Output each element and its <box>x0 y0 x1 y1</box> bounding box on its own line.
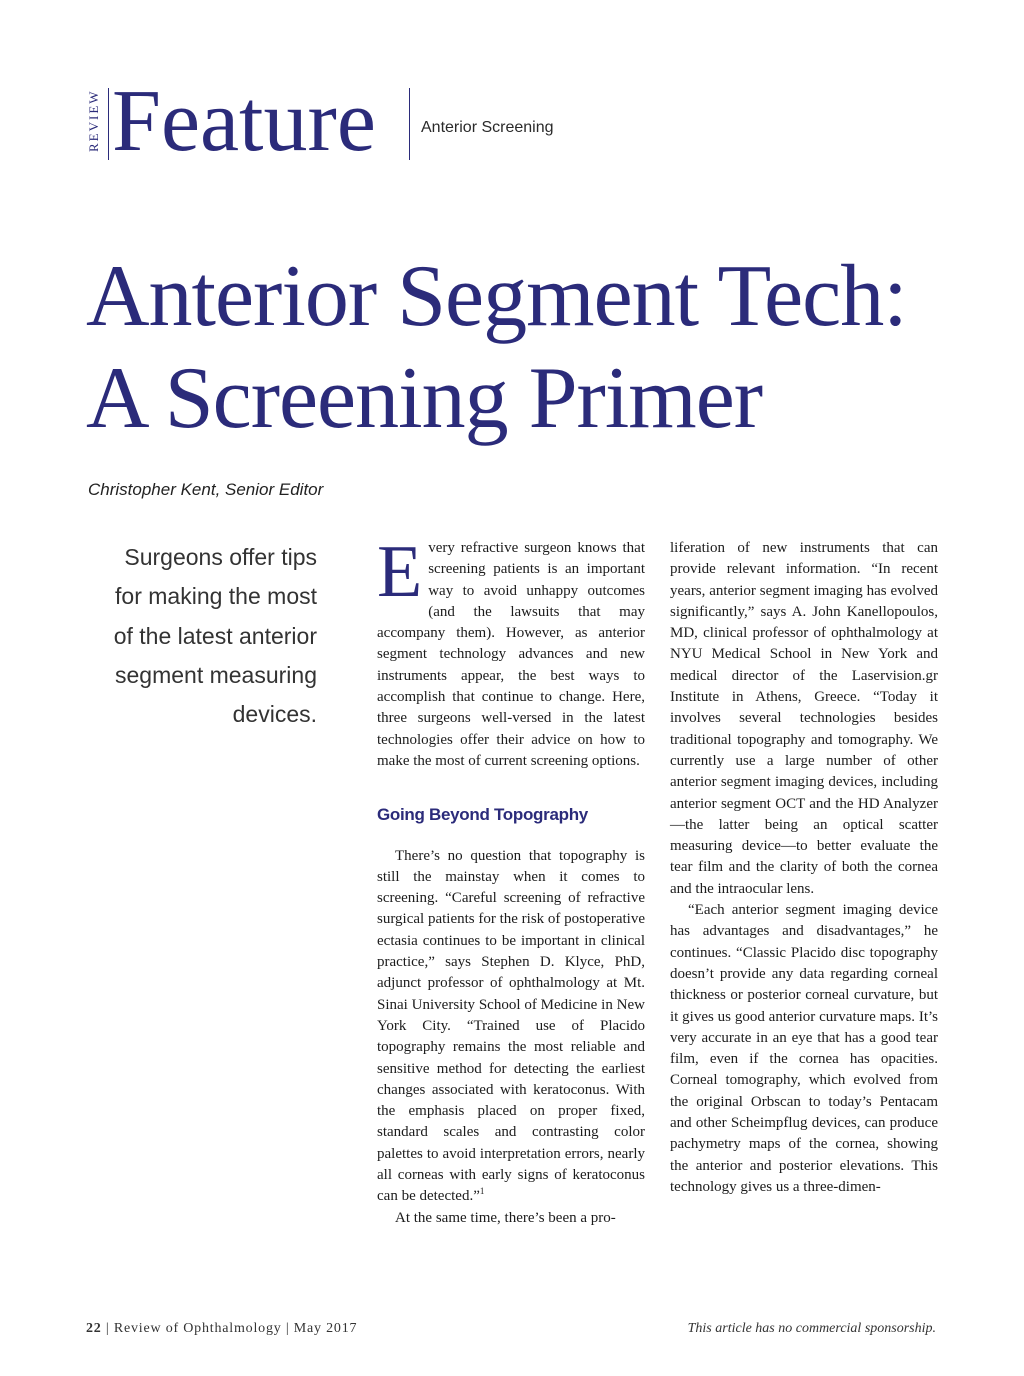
header-divider-right <box>409 88 410 160</box>
issue-date: May 2017 <box>293 1321 358 1336</box>
body-paragraph <box>377 846 645 1208</box>
article-title <box>86 246 986 450</box>
article-title-line2: A Screening Primer <box>86 350 763 447</box>
intro-paragraph <box>377 531 645 772</box>
magazine-tag: REVIEW <box>86 89 101 153</box>
body-paragraph: “Each anterior segment imaging device has advantages and disadvantages,” he continues. “Classic Placido disc topography doesn’t provide any data regarding corneal thickness or posterior corneal curvature, but it gives us good anterior curvature maps. It’s very accurate in an eye that has a good tear film, even if the cornea has opacities. Corneal tomography, which evolved from the original Orbscan to today’s Pentacam and other Scheimpflug devices, can produce pachymetry maps of the cornea, showing the anterior and posterior elevations. This technology gives us a three-dimen- <box>670 902 938 1195</box>
reference-marker: 1 <box>479 1186 485 1197</box>
subhead: Going Beyond Topography <box>377 805 588 825</box>
byline: Christopher Kent, Senior Editor <box>88 480 324 499</box>
drop-cap: E <box>377 531 423 613</box>
article-title-line1: Anterior Segment Tech: <box>86 248 907 345</box>
publication-name: Review of Ophthalmology <box>113 1321 282 1336</box>
body-paragraph: liferation of new instruments that can provide relevant information. “In recent years, anterior segment imaging has evolved significantly,” says A. John Kanellopoulos, MD, clinical professor of ophthalmology at NYU Medical School in New York and medical director of the Laservision.gr Institute in Athens, Greece. “Today it involves several technologies besides traditional topography and tomography. We currently use a large number of other anterior segment imaging devices, including anterior segment OCT and the HD Analyzer—the latter being an optical scatter measuring device—to better evaluate the tear film and the clarity of both the cornea and the intraocular lens. <box>670 540 938 897</box>
footer-separator: | <box>105 1321 114 1336</box>
page-number: 22 <box>86 1321 102 1336</box>
footer-separator: | <box>285 1321 294 1336</box>
body-column-1 <box>377 531 645 1229</box>
department-title: Feature <box>112 73 376 170</box>
article-deck: Surgeons offer tips for making the most of the latest anterior segment measuring devices. <box>113 544 317 728</box>
header-divider-left <box>108 88 109 160</box>
page-footer <box>86 1321 357 1337</box>
body-paragraph: At the same time, there’s been a pro- <box>395 1209 616 1226</box>
body-column-2 <box>670 538 938 1198</box>
body-paragraph-text: There’s no question that topography is still the mainstay when it comes to screening. “Careful screening of refractive surgical patients for the risk of postoperative ectasia continues to be important in clinical practice,” says Stephen D. Klyce, PhD, adjunct professor of ophthalmology at Mt. Sinai University School of Medicine in New York City. “Trained use of Placido topography remains the most reliable and sensitive method for detecting the earliest changes associated with keratoconus. With the emphasis placed on proper fixed, standard scales and contrasting color palettes to avoid interpretation errors, nearly all corneas with early signs of keratoconus can be detected.” <box>377 847 645 1205</box>
section-label: Anterior Screening <box>421 119 554 136</box>
sponsorship-note: This article has no commercial sponsorship. <box>687 1321 936 1336</box>
intro-text: very refractive surgeon knows that screening patients is an important way to avoid unhappy outcomes (and the lawsuits that may accompany them). However, as anterior segment technology advances and new instruments appear, the best ways to accomplish that continue to change. Here, three surgeons well-versed in the latest technologies offer their advice on how to make the most of current screening options. <box>377 540 645 769</box>
